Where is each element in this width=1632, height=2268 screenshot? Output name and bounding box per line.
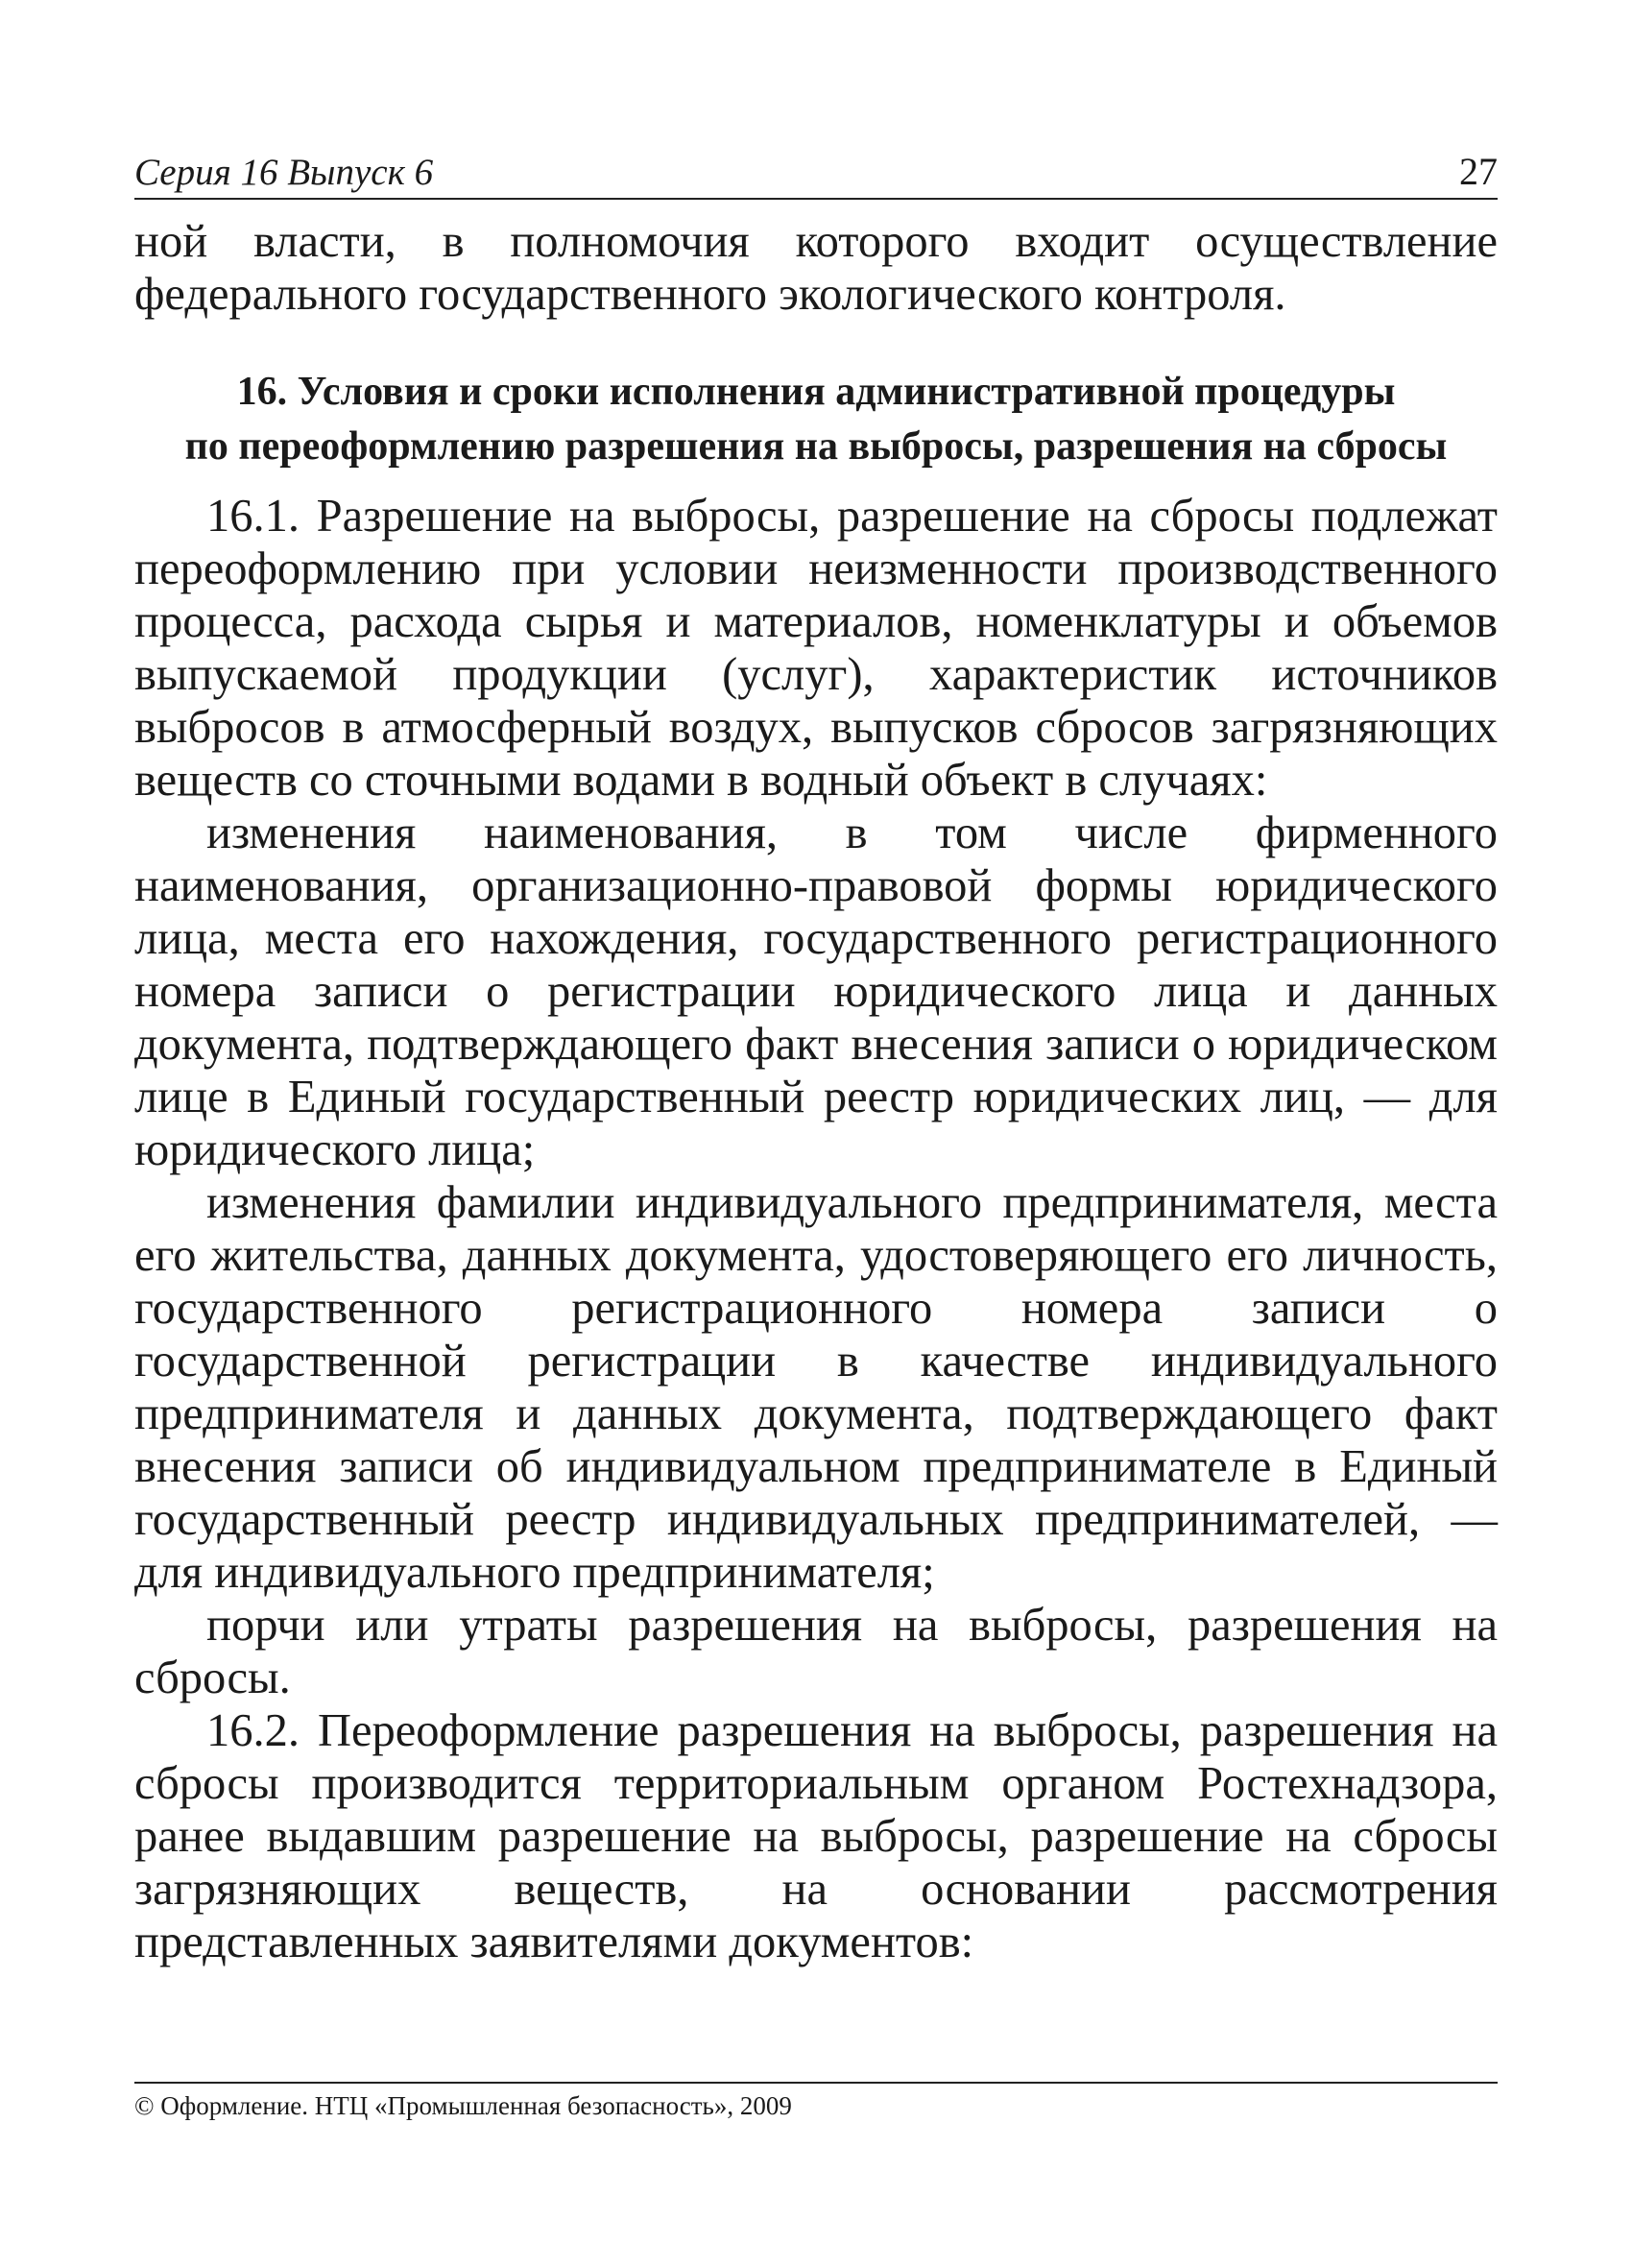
continuation-paragraph: ной власти, в полномочия которого входит осуществление федерального государственного экологического контроля.	[134, 216, 1498, 320]
series-label: Серия 16 Выпуск 6	[134, 152, 434, 193]
page-number: 27	[1459, 150, 1498, 193]
section-title-line-1: 16. Условия и сроки исполнения административной процедуры	[236, 370, 1396, 414]
section-title-line-2: по переоформлению разрешения на выбросы, разрешения на сбросы	[184, 424, 1448, 469]
section-title	[134, 365, 1498, 474]
paragraph-legal-entity-case: изменения наименования, в том числе фирменного наименования, организационно-правовой формы юридического лица, места его нахождения, государственного регистрационного номера записи о регистрации юридического лица и данных документа, подтверждающего факт внесения записи о юридическом лице в Единый государственный реестр юридических лиц, — для юридического лица;	[134, 808, 1498, 1175]
paragraph-16-2: 16.2. Переоформление разрешения на выбросы, разрешения на сбросы производится территориальным органом Ростехнадзора, ранее выдавшим разрешение на выбросы, разрешение на сбросы загрязняющих веществ, на основании рассмотрения представленных заявителями документов:	[134, 1705, 1498, 1967]
paragraph-damage-loss-case: порчи или утраты разрешения на выбросы, разрешения на сбросы.	[134, 1600, 1498, 1703]
running-header	[134, 144, 1498, 200]
footer-copyright: © Оформление. НТЦ «Промышленная безопасность», 2009	[134, 2082, 1498, 2121]
page-body	[134, 215, 1498, 1968]
paragraph-16-1: 16.1. Разрешение на выбросы, разрешение на сбросы подлежат переоформлению при условии неизменности производственного процесса, расхода сырья и материалов, номенклатуры и объемов выпускаемой продукции (услуг), характеристик источников выбросов в атмосферный воздух, выпусков сбросов загрязняющих веществ со сточными водами в водный объект в случаях:	[134, 491, 1498, 806]
paragraph-entrepreneur-case: изменения фамилии индивидуального предпринимателя, места его жительства, данных документа, удостоверяющего его личность, государственного регистрационного номера записи о государственной регистрации в качестве индивидуального предпринимателя и данных документа, подтверждающего факт внесения записи об индивидуальном предпринимателе в Единый государственный реестр индивидуальных предпринимателей, — для индивидуального предпринимателя;	[134, 1177, 1498, 1598]
section-heading	[134, 365, 1498, 474]
